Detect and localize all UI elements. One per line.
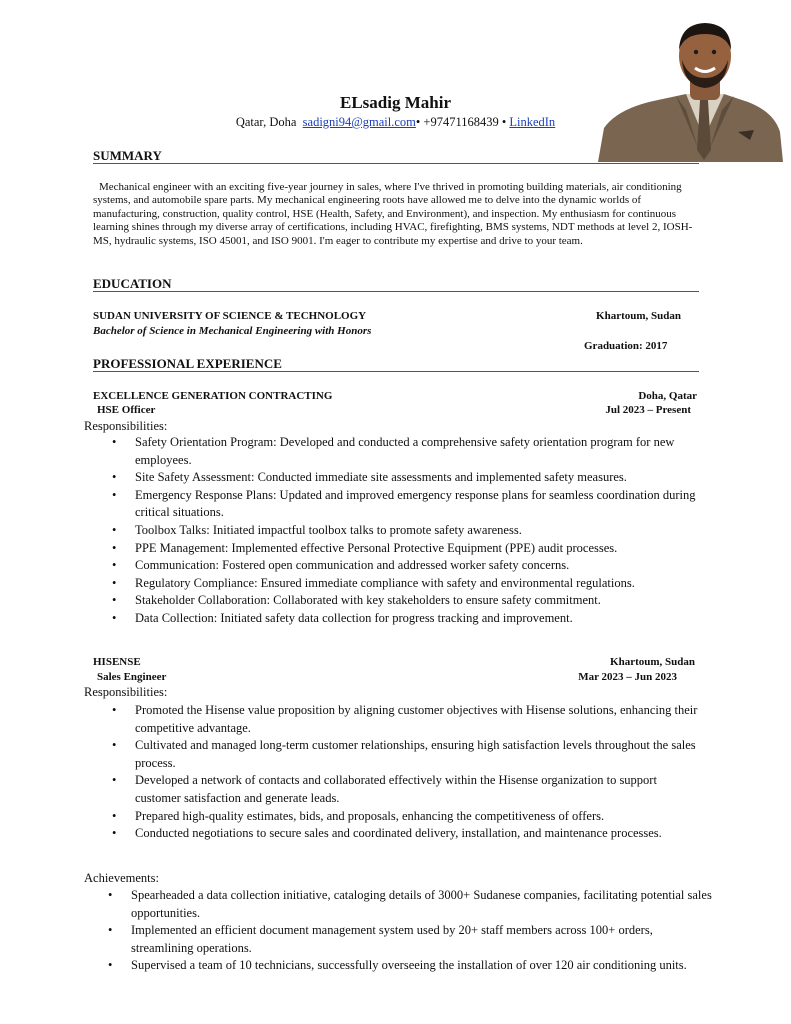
list-item: • Stakeholder Collaboration: Collaborated with key stakeholders to ensure safety commitment. [112, 593, 601, 608]
education-degree: Bachelor of Science in Mechanical Engineering with Honors [93, 325, 372, 337]
job-1-company-row [93, 390, 697, 402]
list-item: • Site Safety Assessment: Conducted immediate site assessments and implemented safety measures. [112, 470, 627, 485]
job-2-location: Khartoum, Sudan [610, 656, 695, 668]
list-item: • Data Collection: Initiated safety data collection for progress tracking and improvement. [112, 610, 573, 625]
list-item: • Cultivated and managed long-term customer relationships, ensuring high satisfaction levels throughout the sales process. [112, 738, 696, 770]
location-text: Qatar, Doha [235, 115, 297, 129]
education-school-row [93, 310, 681, 322]
profile-photo [598, 20, 783, 162]
list-item: • Prepared high-quality estimates, bids, and proposals, enhancing the competitiveness of offers. [112, 808, 605, 823]
summary-divider [93, 163, 699, 164]
job-1-dates: Jul 2023 – Present [605, 404, 691, 416]
linkedin-link[interactable]: LinkedIn [509, 115, 556, 129]
job-2-role-row [97, 671, 677, 683]
education-heading: EDUCATION [93, 276, 172, 291]
job-2-achievements-label: Achievements: [84, 871, 159, 885]
job-1-company: EXCELLENCE GENERATION CONTRACTING [93, 390, 333, 402]
job-2-achievements [108, 887, 713, 975]
list-item: • Conducted negotiations to secure sales and coordinated delivery, installation, and maintenance processes. [112, 826, 662, 841]
experience-heading: PROFESSIONAL EXPERIENCE [93, 356, 282, 371]
list-item: • Supervised a team of 10 technicians, successfully overseeing the installation of over 120 air conditioning units. [108, 958, 687, 973]
job-1-location: Doha, Qatar [638, 390, 697, 402]
candidate-name: ELsadig Mahir [340, 93, 451, 112]
experience-divider [93, 371, 699, 372]
list-item: • Implemented an efficient document management system used by 20+ staff members across 100+ orders, streamlining operations. [108, 923, 653, 955]
list-item: • Promoted the Hisense value proposition by aligning customer objectives with Hisense solutions, enhancing their competitive advantage. [112, 703, 698, 735]
job-1-role-row [97, 404, 691, 416]
list-item: • Developed a network of contacts and collaborated effectively within the Hisense organization to support customer satisfaction and generate leads. [112, 773, 657, 805]
list-item: • Spearheaded a data collection initiative, cataloging details of 3000+ Sudanese companies, facilitating potential sales opportunities. [108, 888, 712, 920]
summary-text: Mechanical engineer with an exciting five-year journey in sales, where I've thrived in promoting building materials, air conditioning systems, and automobile spare parts. My mechanical engineering roots have allowed me to delve into the dynamic worlds of manufacturing, construction, quality control, HSE (Health, Safety, and Environment), and inspection. My enthusiasm for continuous learning shines through my diverse array of certifications, including HVAC, firefighting, BMS systems, NDT methods at level 2, IOSH-MS, hydraulic systems, ISO 45001, and ISO 9001. I'm eager to contribute my expertise and drive to your team. [93, 181, 693, 247]
education-location: Khartoum, Sudan [596, 310, 681, 322]
job-2-responsibilities [112, 702, 700, 843]
job-2-dates: Mar 2023 – Jun 2023 [578, 671, 677, 683]
summary-heading: SUMMARY [93, 148, 162, 163]
list-item: • Regulatory Compliance: Ensured immediate compliance with safety and environmental regulations. [112, 575, 635, 590]
list-item: • PPE Management: Implemented effective Personal Protective Equipment (PPE) audit processes. [112, 540, 618, 555]
job-1-responsibilities-label: Responsibilities: [84, 419, 168, 433]
education-divider [93, 291, 699, 292]
education-graduation: Graduation: 2017 [584, 340, 668, 352]
list-item: • Emergency Response Plans: Updated and improved emergency response plans for seamless coordination during critical situations. [112, 487, 696, 520]
job-1-role: HSE Officer [97, 404, 156, 416]
job-1-responsibilities [112, 434, 710, 628]
list-item: • Safety Orientation Program: Developed and conducted a comprehensive safety orientation program for new employees. [112, 435, 675, 467]
job-2-role: Sales Engineer [97, 671, 167, 683]
job-2-company: HISENSE [93, 656, 141, 668]
job-2-responsibilities-label: Responsibilities: [84, 685, 168, 699]
list-item: • Toolbox Talks: Initiated impactful toolbox talks to promote safety awareness. [112, 522, 522, 537]
education-school: SUDAN UNIVERSITY OF SCIENCE & TECHNOLOGY [93, 310, 367, 322]
phone-text: • +97471168439 • [415, 115, 507, 129]
job-2-company-row [93, 656, 695, 668]
email-link[interactable]: sadigni94@gmail.com [302, 115, 416, 129]
list-item: • Communication: Fostered open communication and addressed worker safety concerns. [112, 558, 570, 573]
